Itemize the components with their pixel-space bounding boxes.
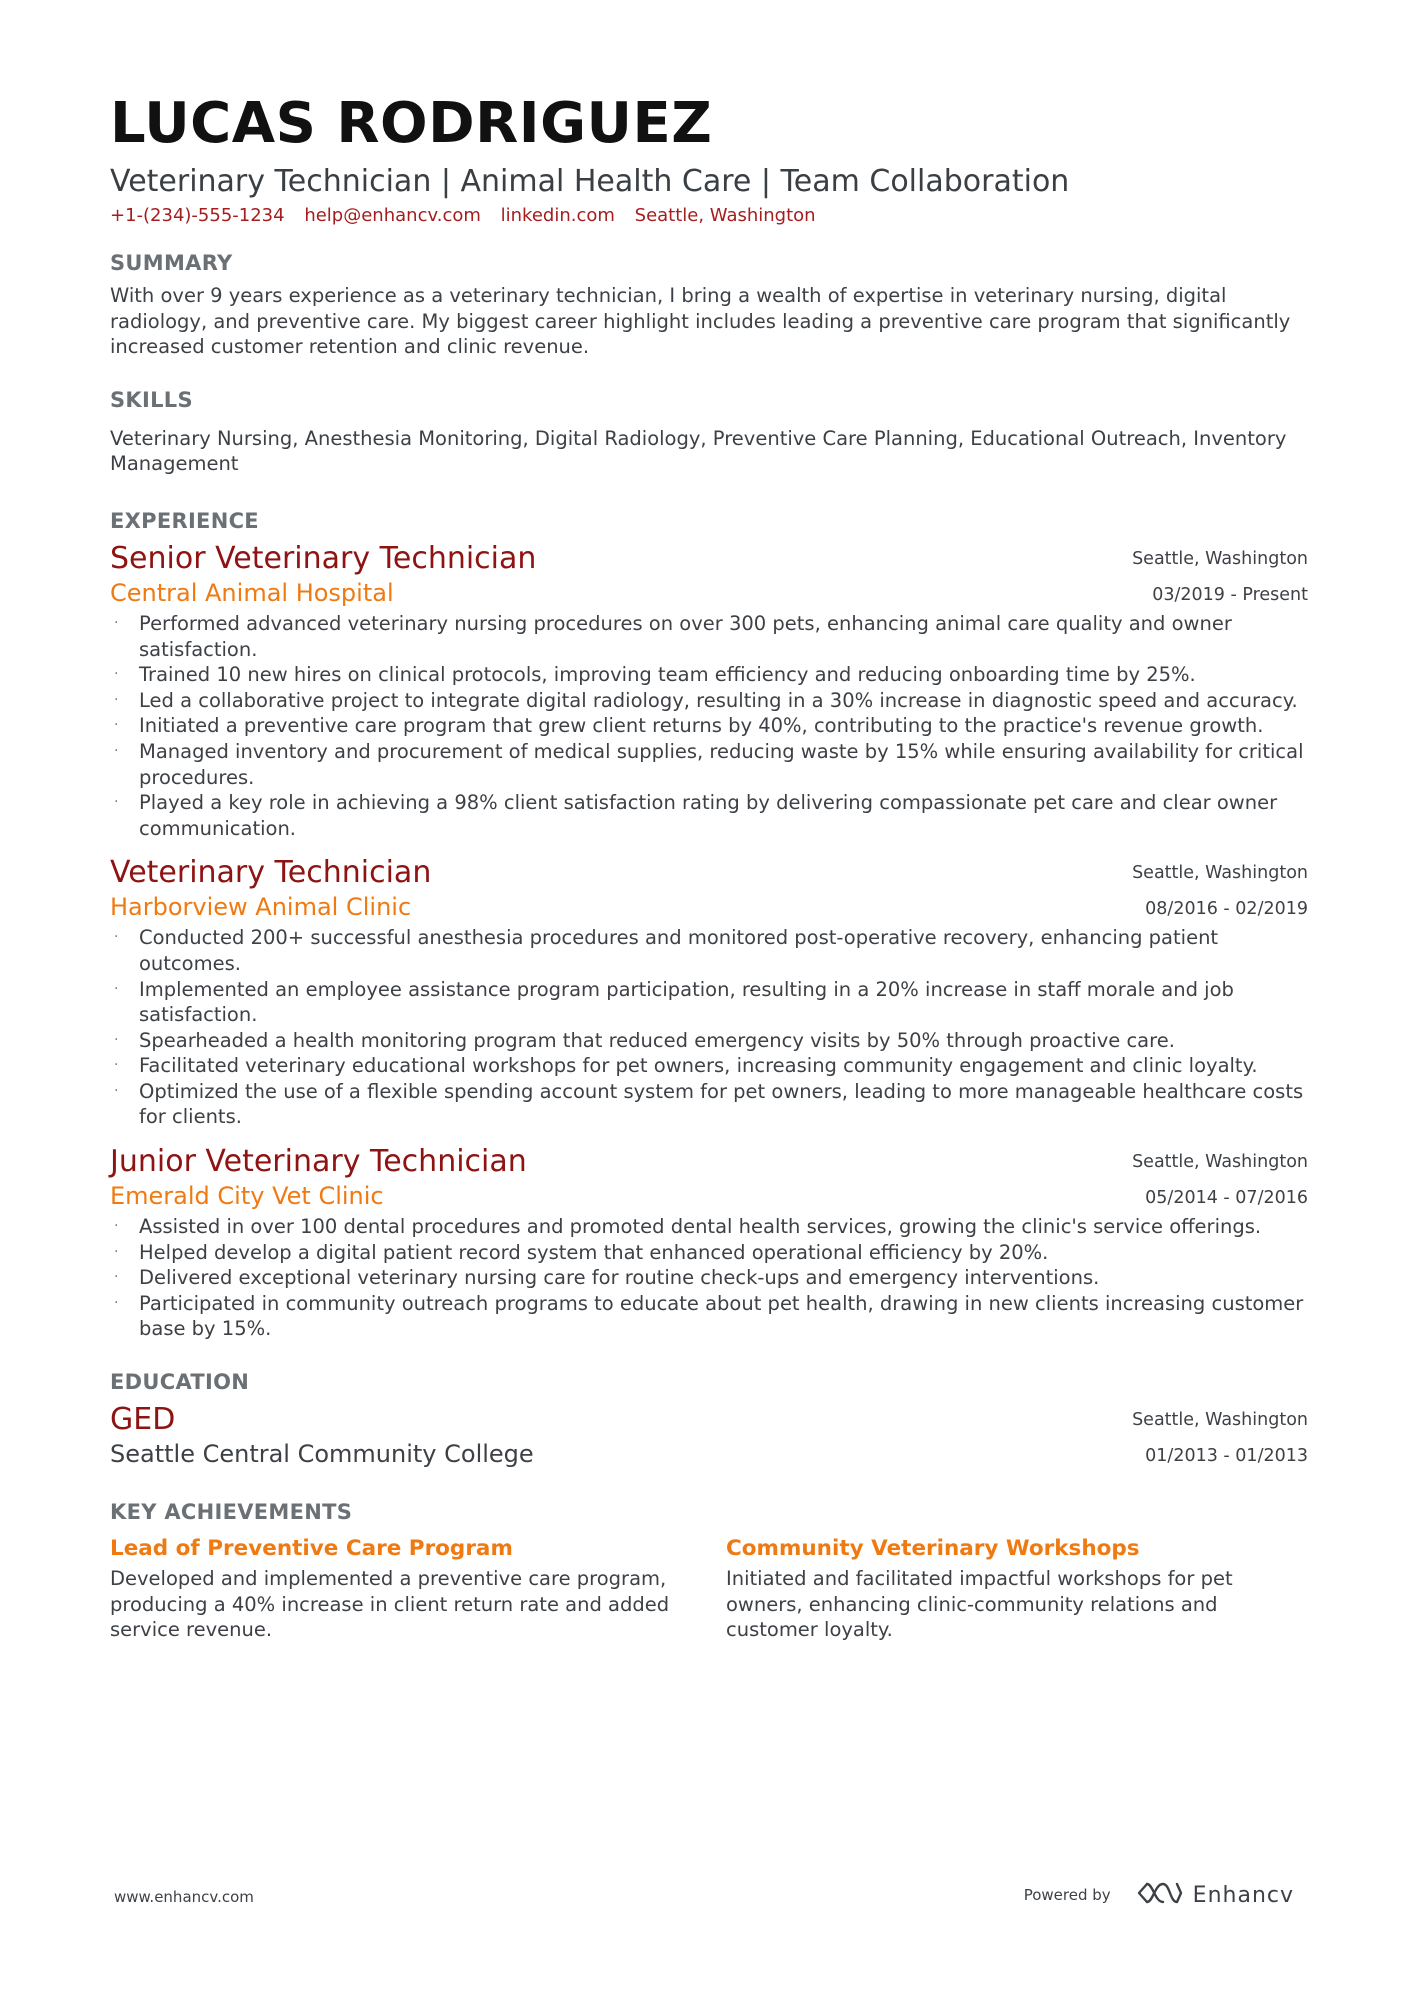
job-bullet: · Implemented an employee assistance program participation, resulting in a 20% increase in staff morale and job satisfaction. — [114, 977, 1234, 1027]
achievements-grid — [110, 1534, 1308, 1643]
page-footer — [114, 1880, 1294, 1920]
resume-page — [110, 91, 1308, 1643]
summary-text: With over 9 years experience as a veterinary technician, I bring a wealth of expertise in veterinary nursing, digital radiology, and preventive care. My biggest career highlight includes leading a preventive care program that significantly increased customer retention and clinic revenue. — [110, 284, 1291, 359]
job-bullet: · Performed advanced veterinary nursing procedures on over 300 pets, enhancing animal care quality and owner satisfaction. — [114, 611, 1232, 661]
achievement-text: Developed and implemented a preventive care program, producing a 40% increase in client return rate and added service revenue. — [110, 1567, 670, 1642]
contact-info — [110, 203, 1308, 229]
job-title: Junior Veterinary Technician — [110, 1144, 527, 1180]
achievement-title: Lead of Preventive Care Program — [110, 1536, 513, 1562]
job-dates: 05/2014 - 07/2016 — [1145, 1188, 1308, 1209]
bullet-dot-icon: · — [114, 1243, 119, 1260]
bullet-dot-icon: · — [114, 742, 119, 759]
job-title: Senior Veterinary Technician — [110, 540, 537, 576]
skills-text: Veterinary Nursing, Anesthesia Monitoring, Digital Radiology, Preventive Care Planning, Educational Outreach, Inventory Management — [110, 426, 1287, 476]
job-bullet: · Spearheaded a health monitoring program that reduced emergency visits by 50% through proactive care. — [114, 1028, 1175, 1052]
candidate-name: LUCAS RODRIGUEZ — [110, 91, 713, 156]
contact-linkedin[interactable]: linkedin.com — [500, 205, 615, 226]
bullet-dot-icon: · — [114, 1218, 119, 1235]
job-dates: 03/2019 - Present — [1152, 584, 1308, 605]
job-company: Emerald City Vet Clinic — [110, 1182, 384, 1211]
job-company: Central Animal Hospital — [110, 578, 394, 607]
job-bullet: · Helped develop a digital patient record system that enhanced operational efficiency by 20%. — [114, 1240, 1049, 1264]
education-dates: 01/2013 - 01/2013 — [1145, 1446, 1308, 1467]
summary-title: SUMMARY — [110, 251, 233, 275]
summary-section — [110, 249, 1308, 360]
education-meta — [1132, 1402, 1308, 1474]
job-company: Harborview Animal Clinic — [110, 893, 412, 922]
bullet-dot-icon: · — [114, 1269, 119, 1286]
bullet-dot-icon: · — [114, 1294, 119, 1311]
candidate-headline: Veterinary Technician | Animal Health Care | Team Collaboration — [110, 164, 1070, 199]
experience-title: EXPERIENCE — [110, 508, 259, 533]
job-bullets — [110, 1214, 1308, 1342]
job-dates: 08/2016 - 02/2019 — [1145, 899, 1308, 920]
skills-title: SKILLS — [110, 387, 193, 412]
bullet-dot-icon: · — [114, 929, 119, 946]
job-bullet: · Played a key role in achieving a 98% client satisfaction rating by delivering compassionate pet care and clear owner communication. — [114, 791, 1278, 840]
job-meta — [1132, 855, 1308, 927]
achievement-title: Community Veterinary Workshops — [726, 1536, 1140, 1562]
achievement-item — [110, 1534, 690, 1643]
experience-section — [110, 507, 1308, 1342]
job-bullet: · Participated in community outreach programs to educate about pet health, drawing in new clients increasing customer base by 15%. — [114, 1291, 1304, 1341]
job-bullet: · Trained 10 new hires on clinical protocols, improving team efficiency and reducing onboarding time by 25%. — [114, 663, 1196, 687]
job-meta — [1132, 541, 1308, 613]
education-school: Seattle Central Community College — [110, 1440, 534, 1469]
bullet-dot-icon: · — [114, 794, 119, 811]
education-degree: GED — [110, 1402, 176, 1438]
job-entry — [110, 1144, 1308, 1342]
education-location: Seattle, Washington — [1132, 1410, 1308, 1431]
contact-location: Seattle, Washington — [634, 205, 816, 226]
contact-email[interactable]: help@enhancv.com — [304, 205, 481, 226]
job-title: Veterinary Technician — [110, 855, 432, 891]
achievement-text: Initiated and facilitated impactful workshops for pet owners, enhancing clinic-community relations and customer loyalty. — [726, 1567, 1233, 1642]
job-bullet: · Initiated a preventive care program that grew client returns by 40%, contributing to the practice's revenue growth. — [114, 714, 1264, 738]
job-entry — [110, 855, 1308, 1130]
job-meta — [1132, 1144, 1308, 1216]
bullet-dot-icon: · — [114, 1082, 119, 1099]
bullet-dot-icon: · — [114, 980, 119, 997]
education-title: EDUCATION — [110, 1370, 250, 1395]
job-location: Seattle, Washington — [1132, 548, 1308, 569]
education-entry — [110, 1402, 1308, 1470]
job-location: Seattle, Washington — [1132, 863, 1308, 884]
job-bullet: · Assisted in over 100 dental procedures and promoted dental health services, growing the clinic's service offerings. — [114, 1215, 1262, 1239]
job-bullet: · Optimized the use of a flexible spending account system for pet owners, leading to more manageable healthcare costs for clients. — [114, 1079, 1304, 1129]
bullet-dot-icon: · — [114, 691, 119, 708]
resume-header — [110, 91, 1308, 229]
bullet-dot-icon: · — [114, 666, 119, 683]
contact-phone: +1-(234)-555-1234 — [110, 205, 285, 226]
skills-section — [110, 386, 1308, 477]
education-section — [110, 1368, 1308, 1470]
bullet-dot-icon: · — [114, 1057, 119, 1074]
job-bullet: · Delivered exceptional veterinary nursing care for routine check-ups and emergency interventions. — [114, 1266, 1100, 1290]
bullet-dot-icon: · — [114, 717, 119, 734]
bullet-dot-icon: · — [114, 1031, 119, 1048]
job-bullet: · Conducted 200+ successful anesthesia procedures and monitored post-operative recovery, enhancing patient outcomes. — [114, 926, 1219, 975]
enhancv-logo-icon — [1137, 1880, 1183, 1910]
footer-branding — [1024, 1880, 1294, 1910]
powered-by-label: Powered by — [1023, 1886, 1111, 1904]
brand-name[interactable]: Enhancv — [1192, 1882, 1294, 1908]
footer-website[interactable]: www.enhancv.com — [114, 1888, 254, 1906]
bullet-dot-icon: · — [114, 614, 119, 631]
job-bullet: · Led a collaborative project to integrate digital radiology, resulting in a 30% increase in diagnostic speed and accuracy. — [114, 688, 1298, 712]
job-location: Seattle, Washington — [1132, 1152, 1308, 1173]
job-entry — [110, 541, 1308, 841]
job-bullet: · Facilitated veterinary educational workshops for pet owners, increasing community engagement and clinic loyalty. — [114, 1054, 1258, 1078]
job-bullet: · Managed inventory and procurement of medical supplies, reducing waste by 15% while ensuring availability for critical procedures. — [114, 739, 1304, 789]
job-bullets — [110, 611, 1308, 841]
achievements-section — [110, 1498, 1308, 1643]
job-bullets — [110, 925, 1308, 1130]
achievements-title: KEY ACHIEVEMENTS — [110, 1500, 353, 1525]
achievement-item — [726, 1534, 1306, 1643]
